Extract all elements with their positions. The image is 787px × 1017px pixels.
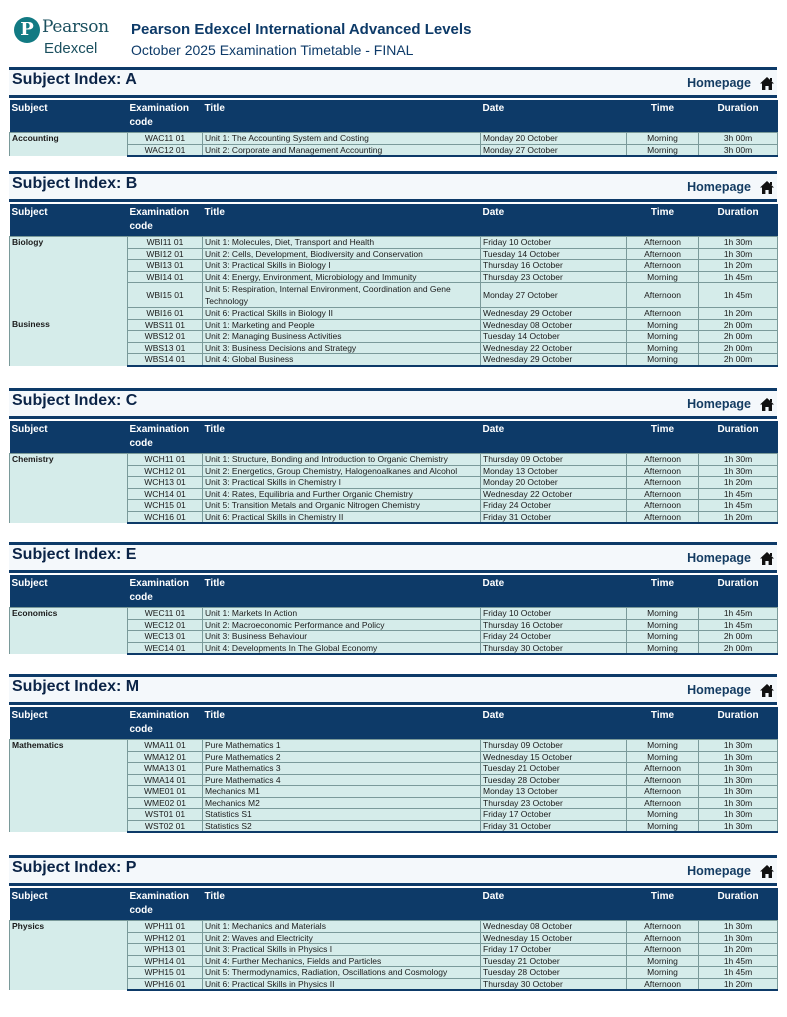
exam-code-cell: WEC13 01 <box>128 631 203 643</box>
exam-date-cell: Thursday 16 October <box>481 260 627 272</box>
exam-code-cell: WST02 01 <box>128 820 203 832</box>
home-icon <box>759 76 775 91</box>
table-header-row <box>10 421 778 454</box>
column-header-time: Time <box>627 575 699 608</box>
column-header-time: Time <box>627 204 699 237</box>
exam-code-cell: WCH12 01 <box>128 465 203 477</box>
subject-index-section <box>9 388 777 522</box>
homepage-link-label: Homepage <box>687 397 751 411</box>
exam-date-cell: Thursday 09 October <box>481 740 627 752</box>
exam-time-cell: Afternoon <box>627 786 699 798</box>
exam-code-cell: WMA12 01 <box>128 751 203 763</box>
exam-time-cell: Afternoon <box>627 308 699 320</box>
unit-title-cell: Unit 6: Practical Skills in Biology II <box>203 308 481 320</box>
column-header-subject: Subject <box>10 204 128 237</box>
exam-date-cell: Thursday 30 October <box>481 978 627 990</box>
unit-title-cell: Unit 4: Global Business <box>203 354 481 366</box>
exam-date-cell: Wednesday 08 October <box>481 921 627 933</box>
exam-code-cell: WBI12 01 <box>128 248 203 260</box>
homepage-link[interactable] <box>687 393 775 415</box>
home-icon <box>759 551 775 566</box>
exam-time-cell: Morning <box>627 354 699 366</box>
exam-duration-cell: 1h 45m <box>699 619 778 631</box>
exam-time-cell: Morning <box>627 608 699 620</box>
column-header-subject: Subject <box>10 575 128 608</box>
unit-title-cell: Unit 4: Energy, Environment, Microbiology and Immunity <box>203 271 481 283</box>
column-header-title: Title <box>203 575 481 608</box>
exam-date-cell: Wednesday 22 October <box>481 342 627 354</box>
timetable-table <box>9 575 778 655</box>
column-header-subject: Subject <box>10 707 128 740</box>
unit-title-cell: Unit 5: Transition Metals and Organic Nitrogen Chemistry <box>203 500 481 512</box>
homepage-link[interactable] <box>687 176 775 198</box>
unit-title-cell: Unit 2: Macroeconomic Performance and Policy <box>203 619 481 631</box>
subject-name: Biology <box>10 237 128 320</box>
exam-duration-cell: 1h 45m <box>699 488 778 500</box>
exam-code-cell: WBI13 01 <box>128 260 203 272</box>
section-header <box>9 67 777 98</box>
exam-date-cell: Wednesday 08 October <box>481 319 627 331</box>
exam-duration-cell: 1h 30m <box>699 454 778 466</box>
column-header-date: Date <box>481 707 627 740</box>
home-icon <box>759 864 775 879</box>
exam-duration-cell: 1h 30m <box>699 763 778 775</box>
homepage-link[interactable] <box>687 679 775 701</box>
exam-duration-cell: 1h 30m <box>699 465 778 477</box>
section-title: Subject Index: E <box>12 546 137 563</box>
exam-duration-cell: 3h 00m <box>699 133 778 145</box>
exam-time-cell: Morning <box>627 751 699 763</box>
exam-code-cell: WPH16 01 <box>128 978 203 990</box>
timetable-table <box>9 100 778 157</box>
exam-duration-cell: 1h 45m <box>699 283 778 308</box>
exam-date-cell: Tuesday 21 October <box>481 763 627 775</box>
column-header-code: Examination code <box>128 575 203 608</box>
exam-code-cell: WPH11 01 <box>128 921 203 933</box>
exam-time-cell: Afternoon <box>627 477 699 489</box>
exam-date-cell: Tuesday 14 October <box>481 331 627 343</box>
unit-title-cell: Unit 6: Practical Skills in Chemistry II <box>203 511 481 523</box>
exam-duration-cell: 1h 45m <box>699 955 778 967</box>
exam-code-cell: WCH13 01 <box>128 477 203 489</box>
exam-duration-cell: 1h 20m <box>699 944 778 956</box>
exam-time-cell: Afternoon <box>627 283 699 308</box>
exam-duration-cell: 1h 45m <box>699 500 778 512</box>
exam-duration-cell: 1h 45m <box>699 967 778 979</box>
homepage-link-label: Homepage <box>687 683 751 697</box>
exam-duration-cell: 1h 30m <box>699 237 778 249</box>
subject-index-section <box>9 855 777 989</box>
unit-title-cell: Unit 1: Structure, Bonding and Introduction to Organic Chemistry <box>203 454 481 466</box>
exam-duration-cell: 2h 00m <box>699 331 778 343</box>
column-header-code: Examination code <box>128 204 203 237</box>
unit-title-cell: Unit 5: Respiration, Internal Environment, Coordination and Gene Technology <box>203 283 481 308</box>
section-title: Subject Index: M <box>12 678 140 695</box>
section-header <box>9 674 777 705</box>
exam-duration-cell: 1h 20m <box>699 511 778 523</box>
column-header-title: Title <box>203 204 481 237</box>
exam-duration-cell: 2h 00m <box>699 642 778 654</box>
exam-time-cell: Morning <box>627 271 699 283</box>
timetable-table <box>9 204 778 367</box>
exam-code-cell: WAC11 01 <box>128 133 203 145</box>
exam-date-cell: Tuesday 28 October <box>481 967 627 979</box>
exam-duration-cell: 1h 45m <box>699 271 778 283</box>
exam-time-cell: Morning <box>627 631 699 643</box>
exam-duration-cell: 1h 20m <box>699 477 778 489</box>
unit-title-cell: Unit 3: Business Decisions and Strategy <box>203 342 481 354</box>
exam-date-cell: Friday 31 October <box>481 511 627 523</box>
exam-code-cell: WMA11 01 <box>128 740 203 752</box>
column-header-code: Examination code <box>128 888 203 921</box>
column-header-title: Title <box>203 100 481 133</box>
subject-name: Business <box>10 319 128 366</box>
column-header-date: Date <box>481 888 627 921</box>
exam-code-cell: WBI15 01 <box>128 283 203 308</box>
exam-time-cell: Afternoon <box>627 488 699 500</box>
subject-name: Physics <box>10 921 128 991</box>
exam-time-cell: Morning <box>627 955 699 967</box>
exam-code-cell: WAC12 01 <box>128 144 203 156</box>
unit-title-cell: Unit 4: Rates, Equilibria and Further Organic Chemistry <box>203 488 481 500</box>
exam-duration-cell: 1h 20m <box>699 308 778 320</box>
column-header-date: Date <box>481 421 627 454</box>
exam-duration-cell: 1h 45m <box>699 608 778 620</box>
section-title: Subject Index: A <box>12 71 137 88</box>
exam-duration-cell: 1h 30m <box>699 797 778 809</box>
unit-title-cell: Unit 3: Practical Skills in Physics I <box>203 944 481 956</box>
homepage-link-label: Homepage <box>687 180 751 194</box>
exam-date-cell: Thursday 09 October <box>481 454 627 466</box>
exam-time-cell: Morning <box>627 144 699 156</box>
column-header-duration: Duration <box>699 888 778 921</box>
exam-date-cell: Friday 17 October <box>481 809 627 821</box>
logo-subtitle: Edexcel <box>44 40 98 57</box>
column-header-title: Title <box>203 888 481 921</box>
exam-duration-cell: 1h 30m <box>699 248 778 260</box>
table-row <box>10 740 778 752</box>
unit-title-cell: Unit 3: Practical Skills in Biology I <box>203 260 481 272</box>
timetable-table <box>9 421 778 524</box>
exam-time-cell: Afternoon <box>627 797 699 809</box>
document-title: Pearson Edexcel International Advanced Levels <box>131 21 472 38</box>
exam-code-cell: WMA14 01 <box>128 774 203 786</box>
exam-time-cell: Afternoon <box>627 237 699 249</box>
exam-date-cell: Friday 24 October <box>481 631 627 643</box>
table-header-row <box>10 204 778 237</box>
subject-index-section <box>9 542 777 653</box>
unit-title-cell: Unit 3: Business Behaviour <box>203 631 481 643</box>
exam-time-cell: Morning <box>627 642 699 654</box>
column-header-time: Time <box>627 421 699 454</box>
unit-title-cell: Unit 2: Waves and Electricity <box>203 932 481 944</box>
exam-date-cell: Monday 13 October <box>481 786 627 798</box>
exam-duration-cell: 2h 00m <box>699 631 778 643</box>
table-row <box>10 133 778 145</box>
unit-title-cell: Unit 2: Managing Business Activities <box>203 331 481 343</box>
unit-title-cell: Unit 3: Practical Skills in Chemistry I <box>203 477 481 489</box>
exam-date-cell: Monday 27 October <box>481 283 627 308</box>
exam-date-cell: Friday 24 October <box>481 500 627 512</box>
exam-date-cell: Monday 20 October <box>481 133 627 145</box>
exam-date-cell: Thursday 23 October <box>481 797 627 809</box>
section-header <box>9 171 777 202</box>
unit-title-cell: Unit 1: Mechanics and Materials <box>203 921 481 933</box>
column-header-date: Date <box>481 204 627 237</box>
unit-title-cell: Unit 1: Molecules, Diet, Transport and Health <box>203 237 481 249</box>
exam-code-cell: WEC12 01 <box>128 619 203 631</box>
exam-time-cell: Afternoon <box>627 932 699 944</box>
document-subtitle: October 2025 Examination Timetable - FINAL <box>131 42 414 58</box>
exam-code-cell: WCH14 01 <box>128 488 203 500</box>
exam-time-cell: Afternoon <box>627 978 699 990</box>
table-header-row <box>10 707 778 740</box>
exam-date-cell: Wednesday 22 October <box>481 488 627 500</box>
homepage-link[interactable] <box>687 860 775 882</box>
page-header <box>0 0 787 66</box>
column-header-subject: Subject <box>10 888 128 921</box>
section-title: Subject Index: C <box>12 392 138 409</box>
column-header-time: Time <box>627 888 699 921</box>
column-header-time: Time <box>627 707 699 740</box>
exam-time-cell: Afternoon <box>627 944 699 956</box>
timetable-table <box>9 707 778 833</box>
exam-time-cell: Afternoon <box>627 511 699 523</box>
logo-wordmark: Pearson <box>42 17 109 37</box>
home-icon <box>759 683 775 698</box>
exam-date-cell: Wednesday 29 October <box>481 308 627 320</box>
unit-title-cell: Unit 1: Marketing and People <box>203 319 481 331</box>
unit-title-cell: Unit 6: Practical Skills in Physics II <box>203 978 481 990</box>
column-header-code: Examination code <box>128 100 203 133</box>
unit-title-cell: Pure Mathematics 4 <box>203 774 481 786</box>
exam-time-cell: Afternoon <box>627 454 699 466</box>
exam-time-cell: Morning <box>627 319 699 331</box>
unit-title-cell: Pure Mathematics 1 <box>203 740 481 752</box>
table-header-row <box>10 575 778 608</box>
table-row <box>10 454 778 466</box>
exam-time-cell: Morning <box>627 967 699 979</box>
exam-date-cell: Friday 31 October <box>481 820 627 832</box>
exam-time-cell: Afternoon <box>627 763 699 775</box>
unit-title-cell: Unit 1: Markets In Action <box>203 608 481 620</box>
exam-code-cell: WPH12 01 <box>128 932 203 944</box>
section-title: Subject Index: P <box>12 859 137 876</box>
column-header-date: Date <box>481 100 627 133</box>
exam-date-cell: Tuesday 14 October <box>481 248 627 260</box>
homepage-link[interactable] <box>687 547 775 569</box>
exam-date-cell: Monday 20 October <box>481 477 627 489</box>
exam-date-cell: Monday 13 October <box>481 465 627 477</box>
exam-date-cell: Friday 10 October <box>481 237 627 249</box>
exam-duration-cell: 3h 00m <box>699 144 778 156</box>
exam-code-cell: WME02 01 <box>128 797 203 809</box>
exam-time-cell: Morning <box>627 809 699 821</box>
subject-index-section <box>9 171 777 364</box>
unit-title-cell: Unit 4: Further Mechanics, Fields and Particles <box>203 955 481 967</box>
column-header-subject: Subject <box>10 421 128 454</box>
exam-date-cell: Thursday 23 October <box>481 271 627 283</box>
exam-time-cell: Morning <box>627 133 699 145</box>
subject-name: Mathematics <box>10 740 128 833</box>
unit-title-cell: Statistics S1 <box>203 809 481 821</box>
exam-duration-cell: 1h 30m <box>699 774 778 786</box>
exam-duration-cell: 1h 30m <box>699 786 778 798</box>
homepage-link[interactable] <box>687 72 775 94</box>
column-header-duration: Duration <box>699 100 778 133</box>
unit-title-cell: Pure Mathematics 2 <box>203 751 481 763</box>
exam-date-cell: Thursday 30 October <box>481 642 627 654</box>
exam-code-cell: WBI14 01 <box>128 271 203 283</box>
table-header-row <box>10 888 778 921</box>
unit-title-cell: Unit 2: Energetics, Group Chemistry, Halogenoalkanes and Alcohol <box>203 465 481 477</box>
exam-date-cell: Tuesday 21 October <box>481 955 627 967</box>
exam-code-cell: WEC11 01 <box>128 608 203 620</box>
home-icon <box>759 397 775 412</box>
exam-code-cell: WBS12 01 <box>128 331 203 343</box>
section-header <box>9 388 777 419</box>
exam-time-cell: Morning <box>627 331 699 343</box>
column-header-subject: Subject <box>10 100 128 133</box>
table-row <box>10 237 778 249</box>
exam-date-cell: Tuesday 28 October <box>481 774 627 786</box>
exam-code-cell: WME01 01 <box>128 786 203 798</box>
unit-title-cell: Unit 4: Developments In The Global Economy <box>203 642 481 654</box>
exam-duration-cell: 1h 20m <box>699 978 778 990</box>
table-header-row <box>10 100 778 133</box>
exam-time-cell: Afternoon <box>627 465 699 477</box>
column-header-duration: Duration <box>699 204 778 237</box>
exam-code-cell: WBS13 01 <box>128 342 203 354</box>
homepage-link-label: Homepage <box>687 864 751 878</box>
exam-time-cell: Afternoon <box>627 248 699 260</box>
exam-time-cell: Morning <box>627 342 699 354</box>
column-header-code: Examination code <box>128 421 203 454</box>
subject-index-section <box>9 674 777 831</box>
column-header-duration: Duration <box>699 707 778 740</box>
homepage-link-label: Homepage <box>687 76 751 90</box>
table-row <box>10 319 778 331</box>
unit-title-cell: Unit 5: Thermodynamics, Radiation, Oscillations and Cosmology <box>203 967 481 979</box>
unit-title-cell: Unit 2: Corporate and Management Accounting <box>203 144 481 156</box>
column-header-title: Title <box>203 707 481 740</box>
column-header-date: Date <box>481 575 627 608</box>
exam-duration-cell: 1h 30m <box>699 921 778 933</box>
exam-duration-cell: 1h 30m <box>699 932 778 944</box>
section-header <box>9 855 777 886</box>
exam-duration-cell: 2h 00m <box>699 354 778 366</box>
unit-title-cell: Unit 2: Cells, Development, Biodiversity and Conservation <box>203 248 481 260</box>
exam-code-cell: WCH16 01 <box>128 511 203 523</box>
exam-code-cell: WBS14 01 <box>128 354 203 366</box>
exam-date-cell: Wednesday 29 October <box>481 354 627 366</box>
home-icon <box>759 180 775 195</box>
exam-duration-cell: 1h 20m <box>699 260 778 272</box>
exam-duration-cell: 1h 30m <box>699 751 778 763</box>
table-row <box>10 921 778 933</box>
exam-date-cell: Monday 27 October <box>481 144 627 156</box>
subject-index-section <box>9 67 777 155</box>
unit-title-cell: Mechanics M2 <box>203 797 481 809</box>
exam-code-cell: WPH13 01 <box>128 944 203 956</box>
exam-code-cell: WBS11 01 <box>128 319 203 331</box>
exam-duration-cell: 2h 00m <box>699 342 778 354</box>
column-header-title: Title <box>203 421 481 454</box>
unit-title-cell: Mechanics M1 <box>203 786 481 798</box>
subject-name: Accounting <box>10 133 128 157</box>
unit-title-cell: Unit 1: The Accounting System and Costing <box>203 133 481 145</box>
exam-time-cell: Afternoon <box>627 774 699 786</box>
exam-date-cell: Wednesday 15 October <box>481 751 627 763</box>
subject-name: Chemistry <box>10 454 128 524</box>
exam-duration-cell: 1h 30m <box>699 740 778 752</box>
exam-date-cell: Wednesday 15 October <box>481 932 627 944</box>
exam-time-cell: Afternoon <box>627 921 699 933</box>
exam-date-cell: Friday 17 October <box>481 944 627 956</box>
unit-title-cell: Statistics S2 <box>203 820 481 832</box>
exam-time-cell: Afternoon <box>627 500 699 512</box>
column-header-duration: Duration <box>699 421 778 454</box>
exam-code-cell: WBI16 01 <box>128 308 203 320</box>
homepage-link-label: Homepage <box>687 551 751 565</box>
exam-date-cell: Friday 10 October <box>481 608 627 620</box>
pearson-logo-icon: P <box>14 17 40 43</box>
exam-code-cell: WST01 01 <box>128 809 203 821</box>
exam-code-cell: WCH11 01 <box>128 454 203 466</box>
column-header-code: Examination code <box>128 707 203 740</box>
exam-code-cell: WPH14 01 <box>128 955 203 967</box>
exam-duration-cell: 1h 30m <box>699 820 778 832</box>
exam-duration-cell: 2h 00m <box>699 319 778 331</box>
exam-code-cell: WBI11 01 <box>128 237 203 249</box>
section-header <box>9 542 777 573</box>
exam-time-cell: Morning <box>627 820 699 832</box>
timetable-table <box>9 888 778 991</box>
exam-code-cell: WPH15 01 <box>128 967 203 979</box>
exam-time-cell: Morning <box>627 619 699 631</box>
exam-time-cell: Morning <box>627 740 699 752</box>
section-title: Subject Index: B <box>12 175 138 192</box>
exam-time-cell: Afternoon <box>627 260 699 272</box>
exam-code-cell: WEC14 01 <box>128 642 203 654</box>
table-row <box>10 608 778 620</box>
exam-code-cell: WMA13 01 <box>128 763 203 775</box>
exam-date-cell: Thursday 16 October <box>481 619 627 631</box>
column-header-duration: Duration <box>699 575 778 608</box>
column-header-time: Time <box>627 100 699 133</box>
exam-code-cell: WCH15 01 <box>128 500 203 512</box>
subject-name: Economics <box>10 608 128 655</box>
exam-duration-cell: 1h 30m <box>699 809 778 821</box>
unit-title-cell: Pure Mathematics 3 <box>203 763 481 775</box>
